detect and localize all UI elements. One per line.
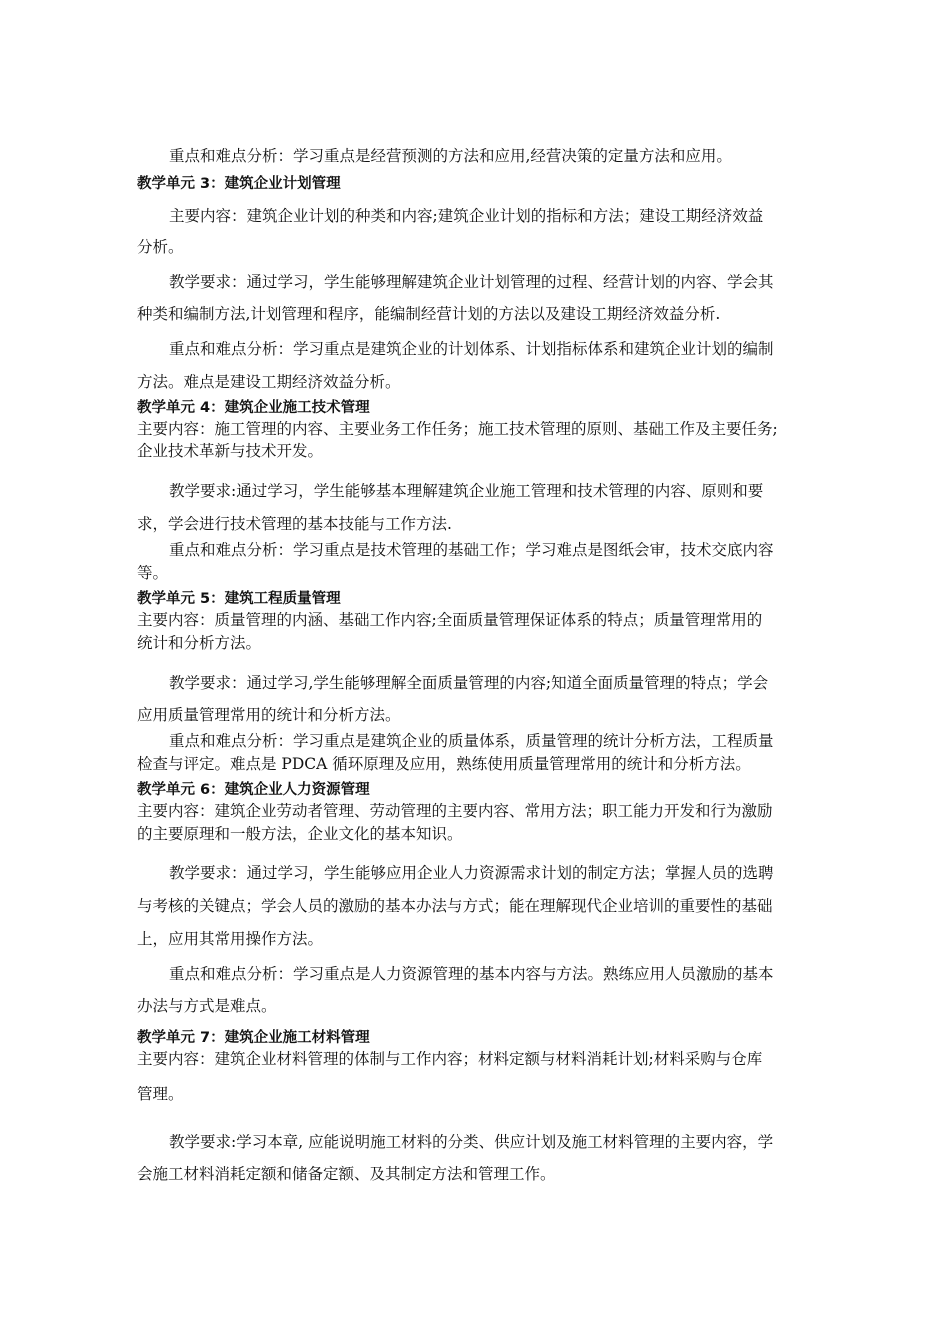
unit3-heading: 教学单元 3：建筑企业计划管理 bbox=[137, 176, 341, 192]
unit2-keypoints-line: 重点和难点分析：学习重点是经营预测的方法和应用,经营决策的定量方法和应用。 bbox=[169, 147, 732, 165]
unit6-heading: 教学单元 6：建筑企业人力资源管理 bbox=[137, 782, 370, 798]
unit6-requirements-line-2: 与考核的关键点；学会人员的激励的基本办法与方式；能在理解现代企业培训的重要性的基础 bbox=[137, 897, 773, 915]
unit4-content-line-2: 企业技术革新与技术开发。 bbox=[137, 442, 324, 460]
unit3-requirements-line-2: 种类和编制方法,计划管理和程序，能编制经营计划的方法以及建设工期经济效益分析. bbox=[137, 305, 721, 323]
unit6-requirements-line-3: 上，应用其常用操作方法。 bbox=[137, 930, 324, 948]
unit5-keypoints-line-2: 检查与评定。难点是 PDCA 循环原理及应用，熟练使用质量管理常用的统计和分析方法。 bbox=[137, 755, 751, 773]
unit7-heading: 教学单元 7：建筑企业施工材料管理 bbox=[137, 1030, 370, 1046]
unit6-keypoints-line-2: 办法与方式是难点。 bbox=[137, 997, 277, 1015]
unit7-requirements-line-1: 教学要求:学习本章, 应能说明施工材料的分类、供应计划及施工材料管理的主要内容，学 bbox=[169, 1133, 774, 1151]
unit5-content-line-2: 统计和分析方法。 bbox=[137, 634, 262, 652]
unit3-content-line-2: 分析。 bbox=[137, 238, 184, 256]
unit7-content-line-2: 管理。 bbox=[137, 1085, 184, 1103]
unit4-keypoints-line-1: 重点和难点分析：学习重点是技术管理的基础工作；学习难点是图纸会审，技术交底内容 bbox=[169, 541, 774, 559]
unit4-heading: 教学单元 4：建筑企业施工技术管理 bbox=[137, 400, 370, 416]
unit4-requirements-line-2: 求，学会进行技术管理的基本技能与工作方法. bbox=[137, 515, 452, 533]
unit5-keypoints-line-1: 重点和难点分析：学习重点是建筑企业的质量体系，质量管理的统计分析方法，工程质量 bbox=[169, 732, 774, 750]
unit4-content-line-1: 主要内容：施工管理的内容、主要业务工作任务；施工技术管理的原则、基础工作及主要任务; bbox=[137, 420, 778, 438]
unit6-content-line-2: 的主要原理和一般方法，企业文化的基本知识。 bbox=[137, 825, 463, 843]
unit6-keypoints-line-1: 重点和难点分析：学习重点是人力资源管理的基本内容与方法。熟练应用人员激励的基本 bbox=[169, 965, 774, 983]
unit3-requirements-line-1: 教学要求：通过学习，学生能够理解建筑企业计划管理的过程、经营计划的内容、学会其 bbox=[169, 273, 774, 291]
unit7-requirements-line-2: 会施工材料消耗定额和储备定额、及其制定方法和管理工作。 bbox=[137, 1165, 556, 1183]
unit3-keypoints-line-1: 重点和难点分析：学习重点是建筑企业的计划体系、计划指标体系和建筑企业计划的编制 bbox=[169, 340, 774, 358]
unit6-requirements-line-1: 教学要求：通过学习，学生能够应用企业人力资源需求计划的制定方法；掌握人员的选聘 bbox=[169, 864, 774, 882]
unit5-requirements-line-1: 教学要求：通过学习,学生能够理解全面质量管理的内容;知道全面质量管理的特点；学会 bbox=[169, 674, 769, 692]
unit3-content-line-1: 主要内容：建筑企业计划的种类和内容;建筑企业计划的指标和方法；建设工期经济效益 bbox=[169, 207, 764, 225]
unit5-content-line-1: 主要内容：质量管理的内涵、基础工作内容;全面质量管理保证体系的特点；质量管理常用的 bbox=[137, 611, 763, 629]
unit4-keypoints-line-2: 等。 bbox=[137, 564, 169, 582]
unit3-keypoints-line-2: 方法。难点是建设工期经济效益分析。 bbox=[137, 373, 401, 391]
unit4-requirements-line-1: 教学要求:通过学习，学生能够基本理解建筑企业施工管理和技术管理的内容、原则和要 bbox=[169, 482, 764, 500]
unit6-content-line-1: 主要内容：建筑企业劳动者管理、劳动管理的主要内容、常用方法；职工能力开发和行为激励 bbox=[137, 802, 773, 820]
unit5-requirements-line-2: 应用质量管理常用的统计和分析方法。 bbox=[137, 706, 401, 724]
unit7-content-line-1: 主要内容：建筑企业材料管理的体制与工作内容；材料定额与材料消耗计划;材料采购与仓库 bbox=[137, 1050, 763, 1068]
unit5-heading: 教学单元 5：建筑工程质量管理 bbox=[137, 591, 341, 607]
